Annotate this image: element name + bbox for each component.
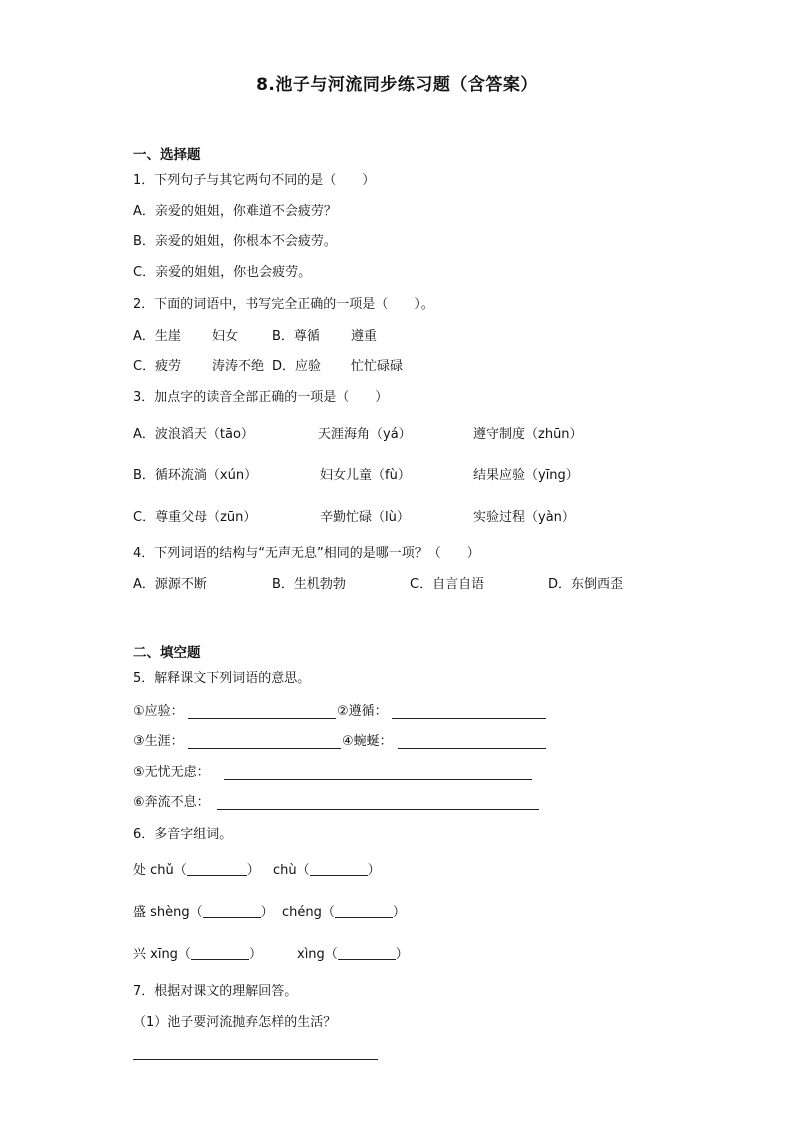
section-fill-heading: 二、填空题 [133,645,201,661]
q5-word-5-answer-line[interactable] [224,779,532,780]
q6-sheng-label: 盛 shèng（ [133,905,203,920]
q5-word-3-label: ③生涯： [133,734,184,749]
q6-row-2-part-a [133,904,274,922]
q1-option-b: B．亲爱的姐姐，你根本不会疲劳。 [133,234,337,249]
q4-option-d: D．东倒西歪 [548,577,624,592]
q4-option-b: B．生机勃勃 [272,577,346,592]
q6-chu4-label: chù（ [273,863,310,878]
q6-close-paren: ） [392,905,406,920]
q6-row-3-part-b [297,946,409,964]
q6-xing1-label: 兴 xīng（ [133,947,191,962]
q3-option-b-2: 妇女儿童（fù） [320,468,411,483]
q2-option-c-word2: 涛涛不绝 [212,359,265,374]
q3-option-c-3: 实验过程（yàn） [473,510,575,525]
q4-option-c: C．自言自语 [410,577,485,592]
q5-word-1-label: ①应验： [133,704,184,719]
q2-option-d-word2: 忙忙碌碌 [351,359,404,374]
q6-xing4-label: xìng（ [297,947,338,962]
q1-option-c: C．亲爱的姐姐，你也会疲劳。 [133,265,312,280]
q6-row-2-part-b [282,904,406,922]
q6-close-paren: ） [246,863,260,878]
q5-word-3-answer-line[interactable] [188,748,341,749]
q4-option-a: A．源源不断 [133,577,207,592]
q5-word-6-answer-line[interactable] [217,809,539,810]
q2-option-b-word1: B．尊循 [272,329,320,344]
q6-close-paren: ） [248,947,262,962]
q2-option-c-word1: C．疲劳 [133,359,182,374]
q6-row-1-part-b [273,862,381,880]
q6-stem: 6．多音字组词。 [133,827,233,842]
q6-close-paren: ） [367,863,381,878]
q6-cheng-label: chéng（ [282,905,335,920]
q5-word-2-label: ②遵循： [337,704,388,719]
q3-option-b-3: 结果应验（yīng） [473,468,579,483]
q6-close-paren: ） [395,947,409,962]
section-choice-heading: 一、选择题 [133,147,201,163]
q5-word-4-answer-line[interactable] [398,748,546,749]
q6-row-3-part-a [133,946,262,964]
q5-word-4-label: ④蜿蜒： [342,734,393,749]
q5-word-1-answer-line[interactable] [188,718,336,719]
q7-sub-1-answer-line[interactable] [133,1059,378,1060]
q5-word-5-label: ⑤无忧无虑： [133,765,210,780]
q2-option-a-word2: 妇女 [212,329,239,344]
q7-stem: 7．根据对课文的理解回答。 [133,984,298,999]
q6-sheng-answer-line[interactable] [203,905,261,918]
q7-sub-question-1: （1）池子要河流抛弃怎样的生活？ [133,1015,337,1030]
q1-stem: 1．下列句子与其它两句不同的是（ ） [133,173,376,188]
q6-chu3-label: 处 chǔ（ [133,863,187,878]
q6-close-paren: ） [260,905,274,920]
q6-xing1-answer-line[interactable] [191,947,249,960]
q3-option-a-2: 天涯海角（yá） [318,427,412,442]
q3-option-b-1: B．循环流淌（xún） [133,468,258,483]
q2-option-a-word1: A．生崖 [133,329,181,344]
q2-option-d-word1: D．应验 [272,359,322,374]
q3-option-c-1: C．尊重父母（zūn） [133,510,257,525]
q2-stem: 2．下面的词语中，书写完全正确的一项是（ ）。 [133,297,434,312]
q3-stem: 3．加点字的读音全部正确的一项是（ ） [133,390,389,405]
q6-xing4-answer-line[interactable] [338,947,396,960]
q3-option-a-3: 遵守制度（zhūn） [473,427,583,442]
q1-option-a: A．亲爱的姐姐，你难道不会疲劳？ [133,204,337,219]
q6-chu4-answer-line[interactable] [310,863,368,876]
q5-word-6-label: ⑥奔流不息： [133,795,210,810]
q6-row-1-part-a [133,862,260,880]
page-title: 8.池子与河流同步练习题（含答案） [256,75,538,95]
q6-chu3-answer-line[interactable] [187,863,247,876]
q3-option-c-2: 辛勤忙碌（lù） [320,510,410,525]
q5-stem: 5．解释课文下列词语的意思。 [133,671,311,686]
q3-option-a-1: A．波浪滔天（tāo） [133,427,254,442]
q6-cheng-answer-line[interactable] [335,905,393,918]
q4-stem: 4．下列词语的结构与“无声无息”相同的是哪一项？（ ） [133,546,480,561]
q5-word-2-answer-line[interactable] [392,718,546,719]
q2-option-b-word2: 遵重 [351,329,378,344]
